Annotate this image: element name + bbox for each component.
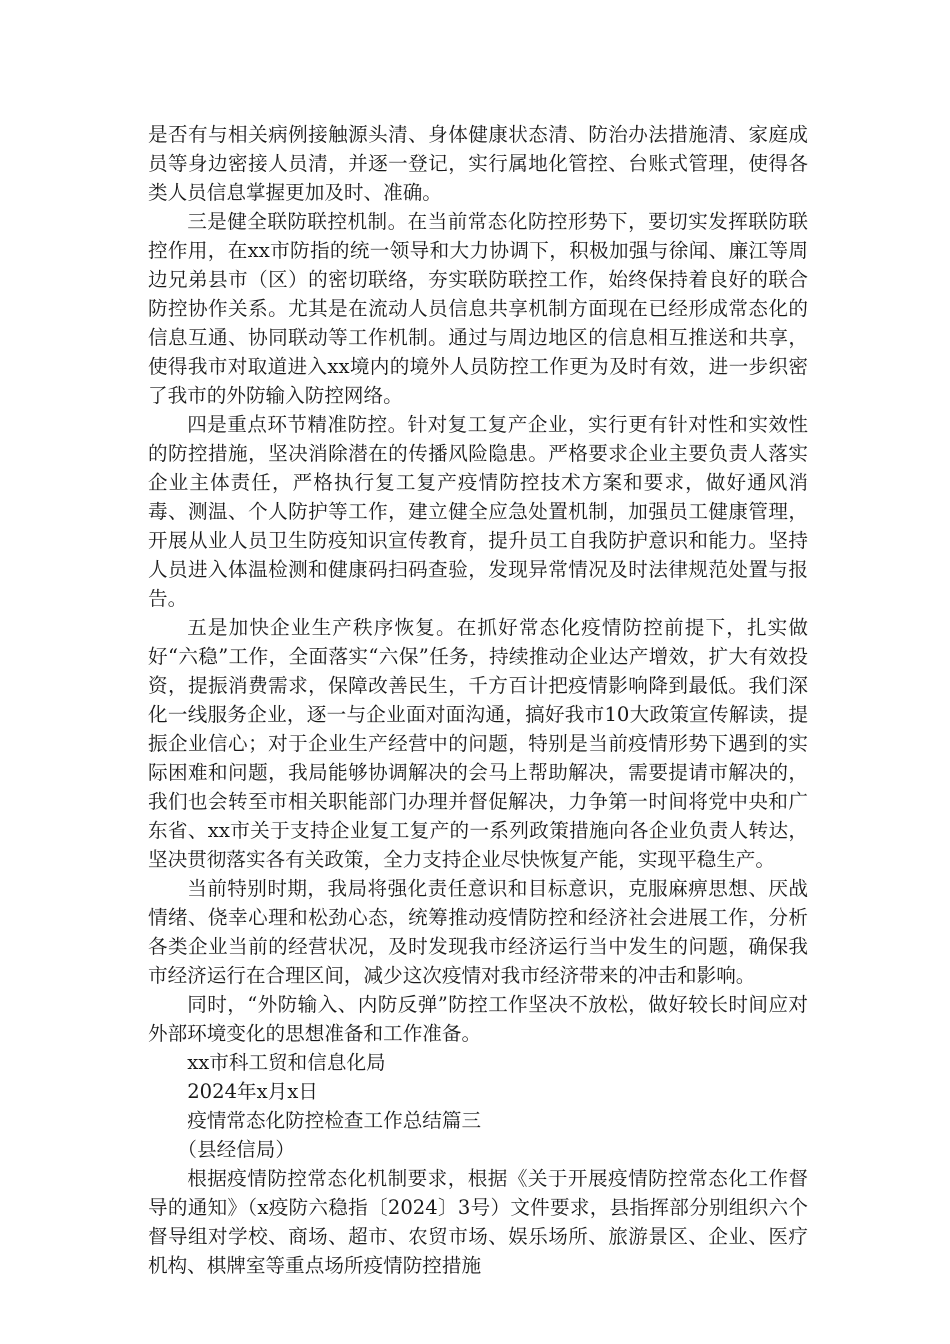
paragraph-meantime: 同时，“外防输入、内防反弹”防控工作坚决不放松，做好较长时间应对外部环境变化的思想准备和工作准备。 [148, 993, 808, 1045]
paragraph-production-recovery: 五是加快企业生产秩序恢复。在抓好常态化疫情防控前提下，扎实做好“六稳”工作，全面落实“六保”任务，持续推动企业达产增效，扩大有效投资，提振消费需求，保障改善民生，千方百计把疫情影响降到最低。我们深化一线服务企业，逐一与企业面对面沟通，搞好我市10大政策宣传解读，提振企业信心；对于企业生产经营中的问题，特别是当前疫情形势下遇到的实际困难和问题，我局能够协调解决的会马上帮助解决，需要提请市解决的，我们也会转至市相关职能部门办理并督促解决，力争第一时间将党中央和广东省、xx市关于支持企业复工复产的一系列政策措施向各企业负责人转达，坚决贯彻落实各有关政策，全力支持企业尽快恢复产能，实现平稳生产。 [148, 616, 808, 871]
paragraph-current-period: 当前特别时期，我局将强化责任意识和目标意识，克服麻痹思想、厌战情绪、侥幸心理和松劲心态，统筹推动疫情防控和经济社会进展工作，分析各类企业当前的经营状况，及时发现我市经济运行当中发生的问题，确保我市经济运行在合理区间，减少这次疫情对我市经济带来的冲击和影响。 [148, 877, 808, 987]
paragraph-joint-control-mechanism: 三是健全联防联控机制。在当前常态化防控形势下，要切实发挥联防联控作用，在xx市防指的统一领导和大力协调下，积极加强与徐闻、廉江等周边兄弟县市（区）的密切联络，夯实联防联控工作，始终保持着良好的联合防控协作关系。尤其是在流动人员信息共享机制方面现在已经形成常态化的信息互通、协同联动等工作机制。通过与周边地区的信息相互推送和共享，使得我市对取道进入xx境内的境外人员防控工作更为及时有效，进一步织密了我市的外防输入防控网络。 [148, 210, 808, 407]
paragraph-section-opening: 根据疫情防控常态化机制要求，根据《关于开展疫情防控常态化工作督导的通知》（x疫防六稳指〔2024〕3号）文件要求，县指挥部分别组织六个督导组对学校、商场、超市、农贸市场、娱乐场所、旅游景区、企业、医疗机构、棋牌室等重点场所疫情防控措施 [148, 1167, 808, 1277]
section-title: 疫情常态化防控检查工作总结篇三 [187, 1109, 482, 1132]
signature-date: 2024年x月x日 [187, 1080, 318, 1103]
signature-organization: xx市科工贸和信息化局 [187, 1051, 386, 1074]
document-body [148, 120, 808, 1280]
paragraph-precise-control: 四是重点环节精准防控。针对复工复产企业，实行更有针对性和实效性的防控措施，坚决消除潜在的传播风险隐患。严格要求企业主要负责人落实企业主体责任，严格执行复工复产疫情防控技术方案和要求，做好通风消毒、测温、个人防护等工作，建立健全应急处置机制，加强员工健康管理，开展从业人员卫生防疫知识宣传教育，提升员工自我防护意识和能力。坚持人员进入体温检测和健康码扫码查验，发现异常情况及时法律规范处置与报告。 [148, 413, 808, 610]
section-issuer: （县经信局） [177, 1138, 295, 1161]
paragraph-continuation: 是否有与相关病例接触源头清、身体健康状态清、防治办法措施清、家庭成员等身边密接人员清，并逐一登记，实行属地化管控、台账式管理，使得各类人员信息掌握更加及时、准确。 [148, 123, 808, 204]
